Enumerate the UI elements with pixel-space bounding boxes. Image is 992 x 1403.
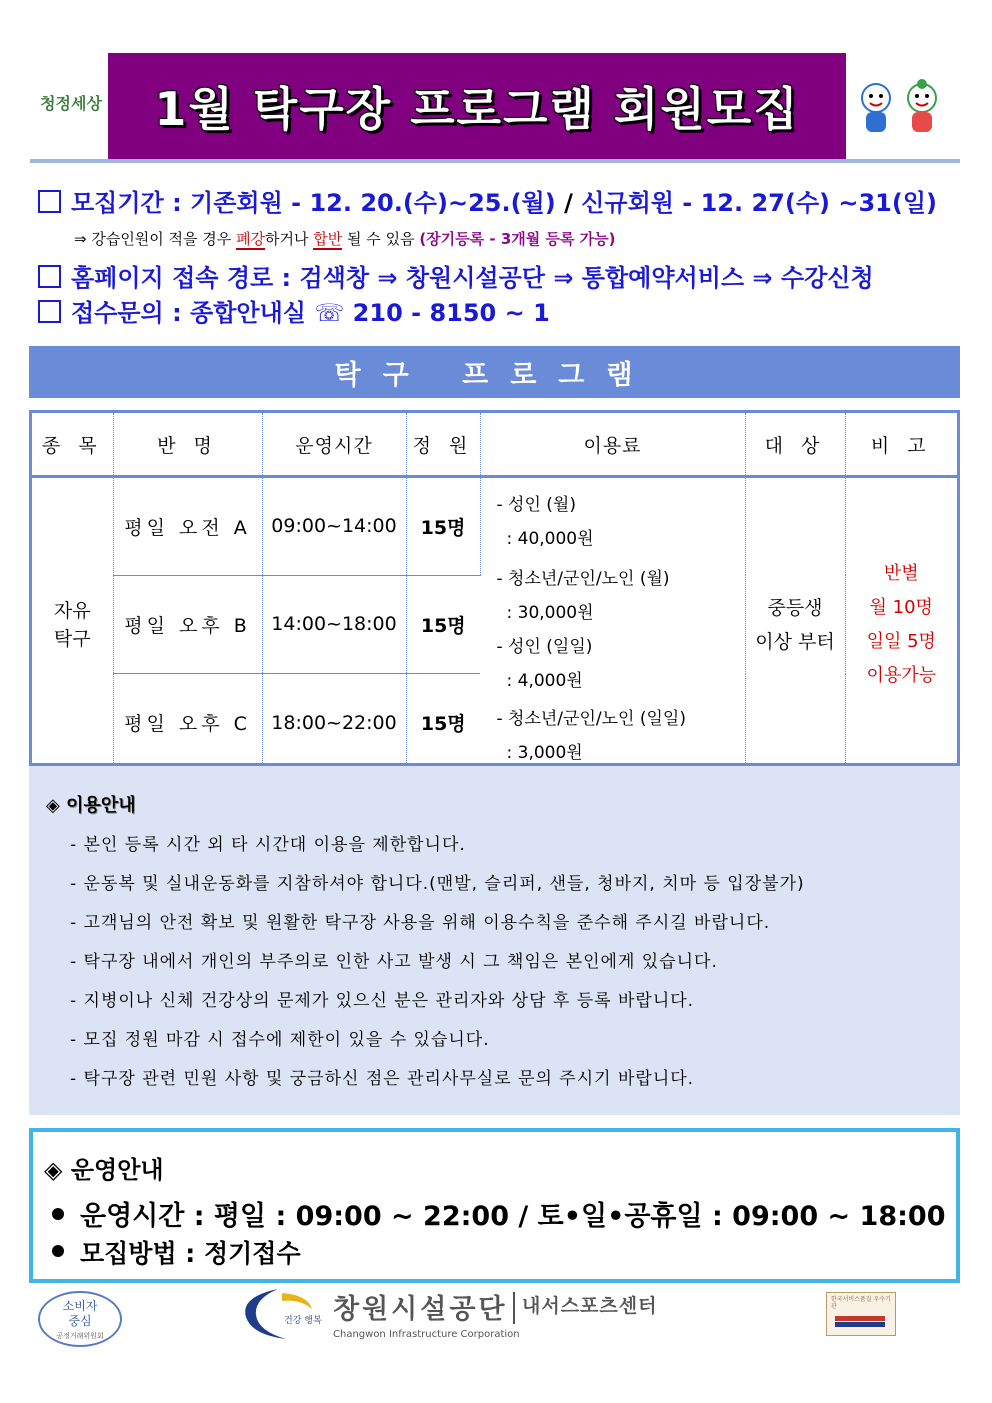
page-title: 1월 탁구장 프로그램 회원모집	[154, 82, 800, 136]
col-header: 비 고	[845, 413, 957, 477]
class-name: 평일 오후 C	[113, 674, 262, 772]
homepage-path: 홈페이지 접속 경로 : 검색창 ⇒ 창원시설공단 ⇒ 통합예약서비스 ⇒ 수강신청	[38, 258, 874, 293]
footer-divider	[513, 1292, 515, 1324]
guide-item: - 고객님의 안전 확보 및 원활한 탁구장 사용을 위해 이용수칙을 준수해 주시길 바랍니다.	[70, 913, 771, 933]
period-note: ⇒ 강습인원이 적을 경우 폐강하거나 합반 될 수 있음 (장기등록 - 3개월 등록 가능)	[74, 230, 616, 248]
guide-item: - 탁구장 관련 민원 사항 및 궁금하신 점은 관리사무실로 문의 주시기 바랍니다.	[70, 1069, 695, 1089]
usage-guide-heading: ◈ 이용안내	[46, 795, 136, 816]
organization-name-en: Changwon Infrastructure Corporation	[333, 1329, 520, 1340]
table-header-row	[32, 413, 957, 477]
guide-item: - 지병이나 신체 건강상의 문제가 있으신 분은 관리자와 상담 후 등록 바랍니다.	[70, 991, 695, 1011]
class-capacity: 15명	[406, 575, 480, 674]
checkbox-icon	[38, 190, 61, 213]
consumer-centered-badge: 소비자 중심 공정거래위원회	[38, 1291, 122, 1347]
corporation-logo-icon	[238, 1283, 328, 1345]
guide-item: - 모집 정원 마감 시 접수에 제한이 있을 수 있습니다.	[70, 1030, 490, 1050]
remarks-cell: 반별 월 10명 일일 5명 이용가능	[866, 562, 937, 686]
mascot-icon	[852, 78, 948, 138]
table-row	[32, 477, 957, 576]
fee-cell: - 성인 (월) : 40,000원 - 청소년/군인/노인 (월) : 30,000원 - 성인 (일일) : 4,000원 - 청소년/군인/노인 (일일) : 3,000원	[480, 477, 745, 772]
operation-heading: ◈ 운영안내	[44, 1156, 164, 1184]
recruit-period: 모집기간 : 기존회원 - 12. 20.(수)~25.(월) / 신규회원 - 12. 27(수) ~31(일)	[38, 183, 937, 218]
class-capacity: 15명	[420, 713, 466, 735]
class-name: 평일 오후 B	[113, 575, 262, 674]
col-header: 이용료	[480, 413, 745, 477]
diamond-icon: ◈	[46, 795, 60, 816]
center-name: 내서스포츠센터	[522, 1295, 658, 1317]
target-cell: 중등생 이상 부터	[745, 477, 845, 772]
col-header: 정 원	[406, 413, 480, 477]
contact-info: 접수문의 : 종합안내실 ☏ 210 - 8150 ~ 1	[38, 293, 550, 328]
program-table	[32, 413, 957, 771]
new-member-period: 신규회원 - 12. 27(수) ~31(일)	[581, 189, 937, 217]
recruit-method: 모집방법 : 정기접수	[52, 1234, 301, 1270]
class-name: 평일 오전 A	[113, 477, 262, 576]
operation-hours: 운영시간 : 평일 : 09:00 ~ 22:00 / 토•일•공휴일 : 09:00 ~ 18:00	[52, 1194, 946, 1233]
organization-name: 창원시설공단	[333, 1294, 508, 1325]
guide-item: - 탁구장 내에서 개인의 부주의로 인한 사고 발생 시 그 책임은 본인에게 있습니다.	[70, 952, 718, 972]
program-title: 탁구 프로그램	[334, 359, 655, 391]
guide-item: - 본인 등록 시간 외 타 시간대 이용을 제한합니다.	[70, 835, 466, 855]
class-time: 14:00~18:00	[262, 575, 406, 674]
col-header: 종 목	[32, 413, 113, 477]
checkbox-icon	[38, 265, 61, 288]
col-header: 대 상	[745, 413, 845, 477]
col-header: 반 명	[113, 413, 262, 477]
col-header: 운영시간	[262, 413, 406, 477]
class-capacity: 15명	[406, 477, 480, 576]
svg-text:건강 행복: 건강 행복	[284, 1316, 322, 1326]
header-rule	[30, 159, 960, 163]
logo-text: 청정세상	[40, 93, 102, 113]
logo-cheongjeong	[36, 80, 106, 124]
diamond-icon: ◈	[44, 1156, 63, 1184]
category-cell: 자유 탁구	[32, 477, 113, 772]
class-time: 09:00~14:00	[262, 477, 406, 576]
bullet-icon	[52, 1208, 64, 1220]
checkbox-icon	[38, 300, 61, 323]
class-time: 18:00~22:00	[262, 674, 406, 772]
usage-guide-panel	[29, 766, 960, 1115]
guide-item: - 운동복 및 실내운동화를 지참하셔야 합니다.(맨발, 슬리퍼, 샌들, 청바지, 치마 등 입장불가)	[70, 874, 805, 894]
existing-member-period: 기존회원 - 12. 20.(수)~25.(월)	[190, 189, 556, 217]
service-quality-cert-logo: 한국서비스품질 우수기관	[826, 1292, 896, 1336]
bullet-icon	[52, 1245, 64, 1257]
